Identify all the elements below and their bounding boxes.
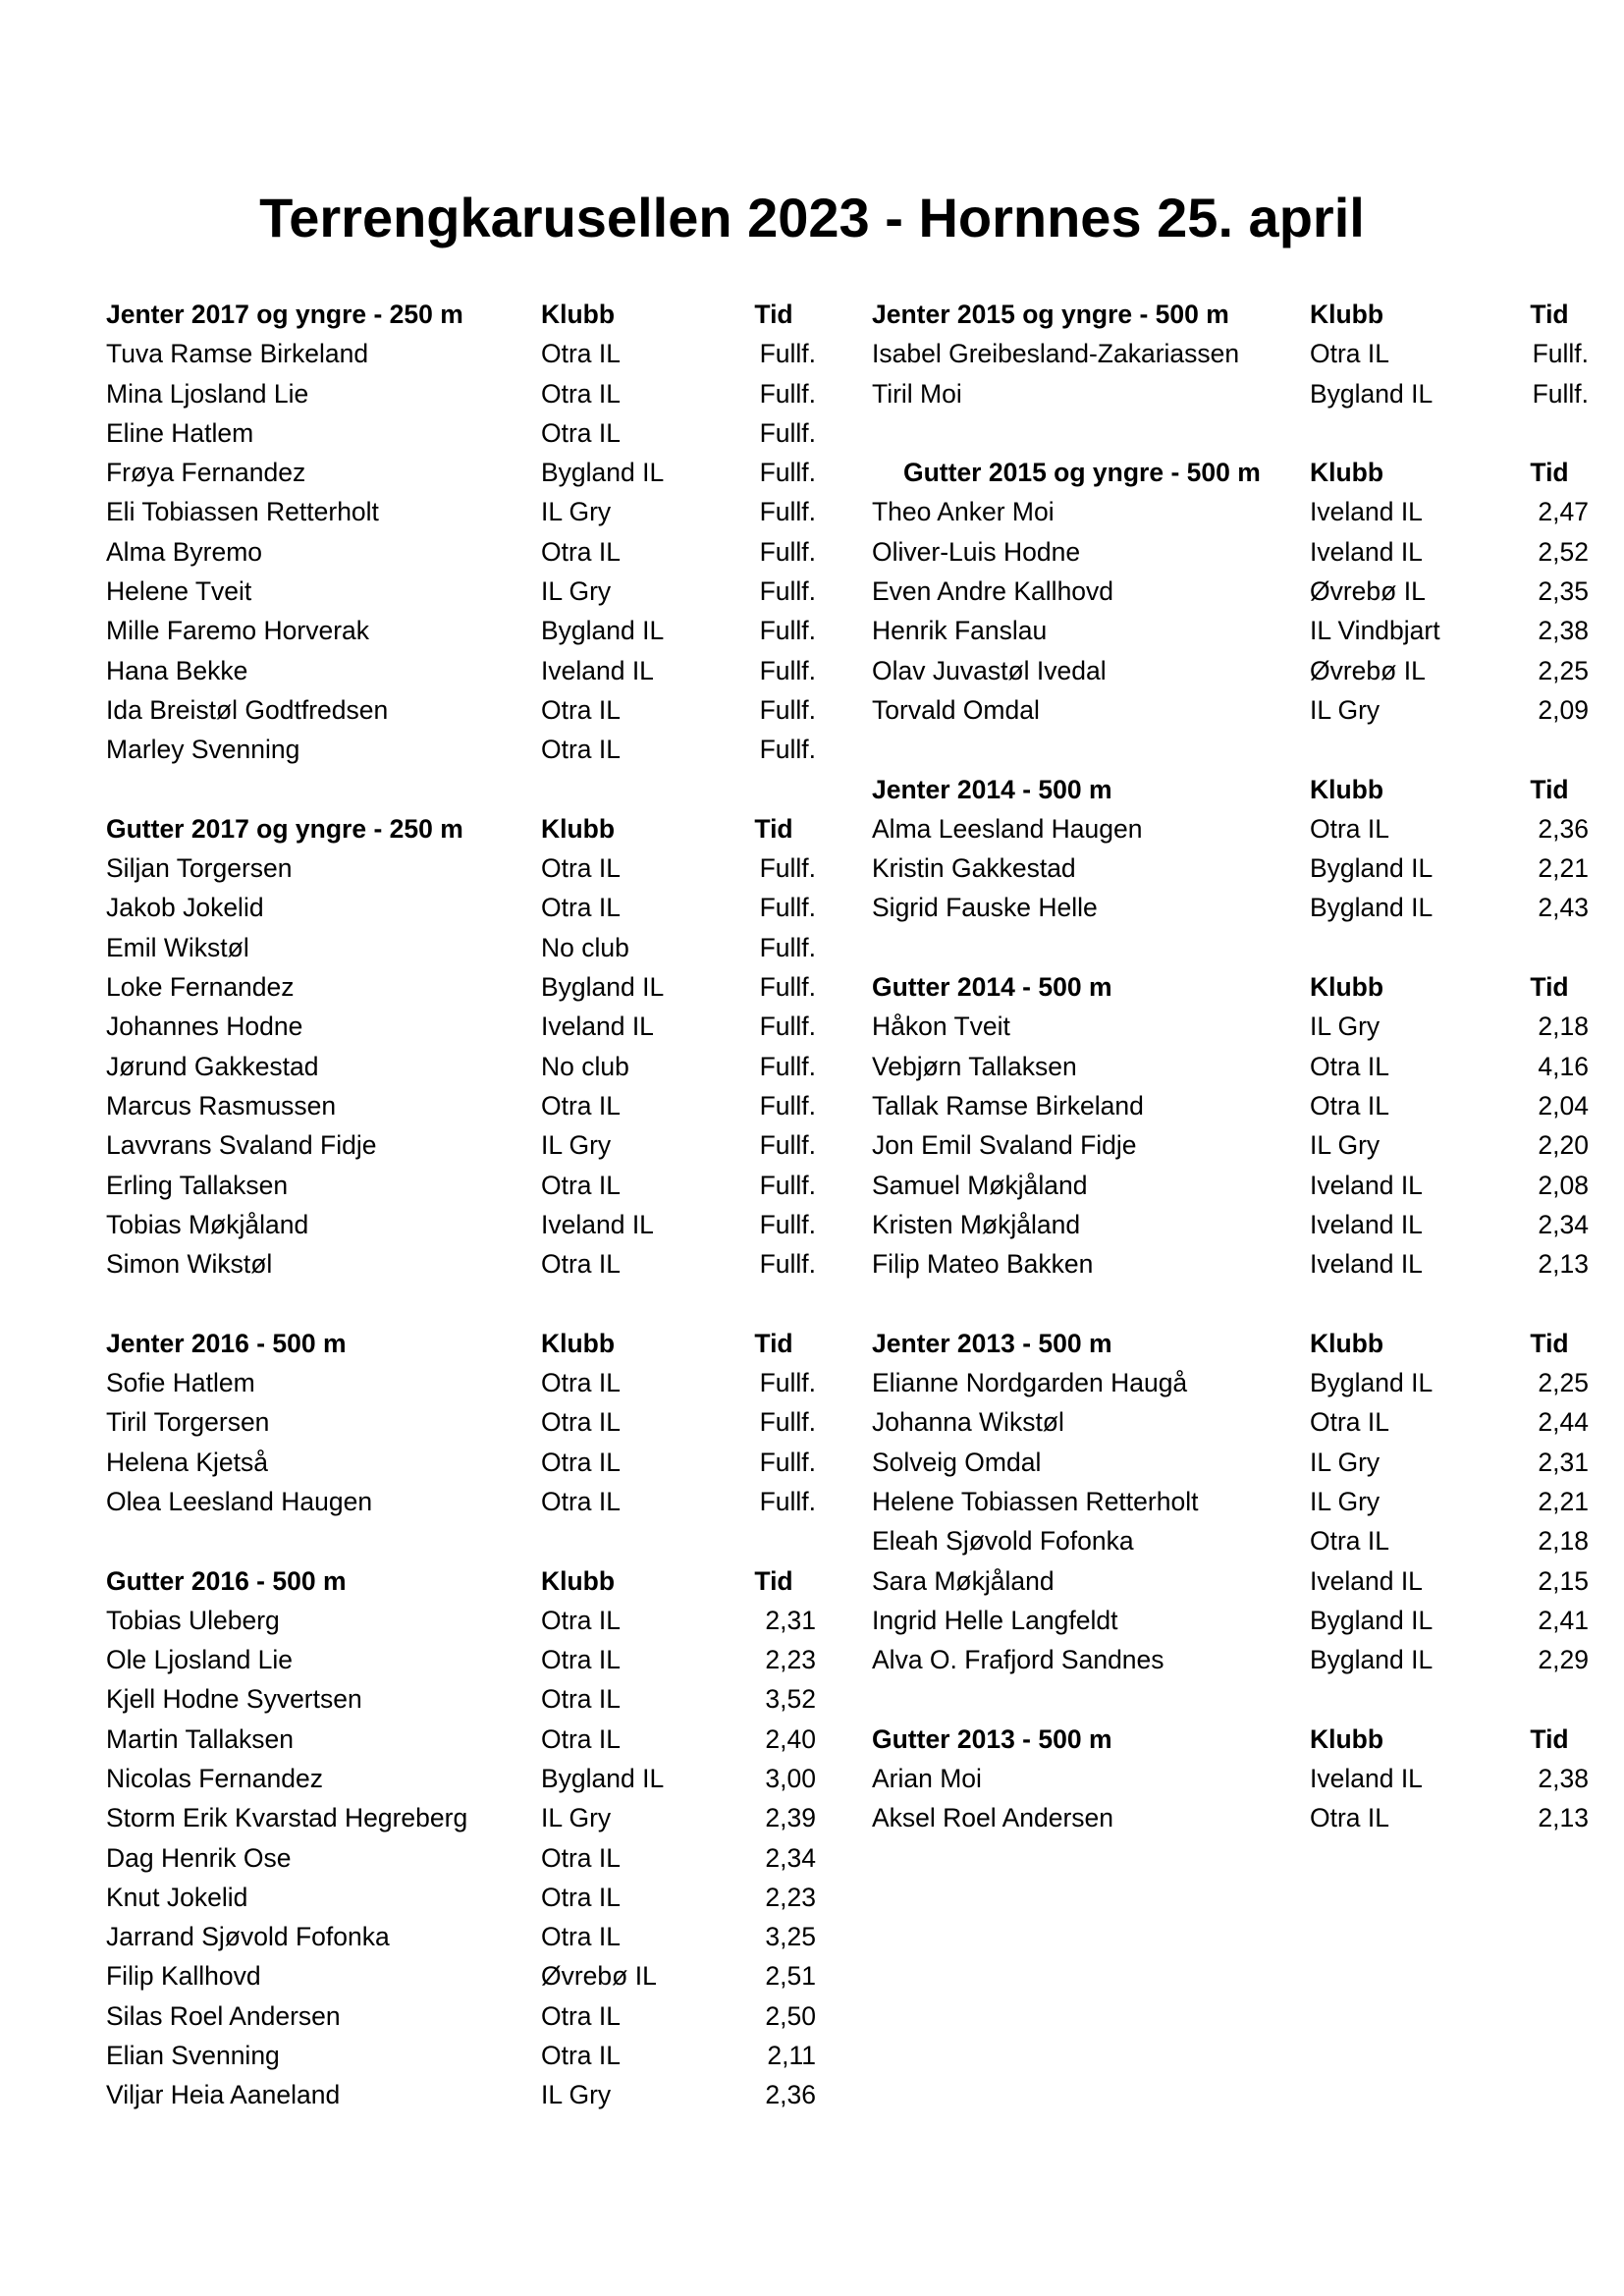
athlete-time: 2,25 <box>1538 655 1589 685</box>
athlete-club: Otra IL <box>541 378 622 409</box>
athlete-club: Otra IL <box>1310 1803 1390 1833</box>
athlete-time: Fullf. <box>759 339 816 369</box>
athlete-club: Iveland IL <box>541 1011 654 1042</box>
club-column-label: Klubb <box>1310 972 1384 1003</box>
athlete-time: 2,21 <box>1538 853 1589 884</box>
athlete-club: IL Gry <box>1310 1447 1380 1477</box>
athlete-club: IL Gry <box>541 1130 612 1161</box>
athlete-time: 2,23 <box>765 1882 816 1912</box>
time-column-label: Tid <box>754 1565 793 1596</box>
athlete-name: Kjell Hodne Syvertsen <box>106 1684 362 1715</box>
athlete-time: 2,25 <box>1538 1368 1589 1398</box>
athlete-name: Helene Tveit <box>106 576 252 607</box>
athlete-club: Otra IL <box>541 853 622 884</box>
athlete-name: Solveig Omdal <box>872 1447 1042 1477</box>
athlete-name: Johannes Hodne <box>106 1011 303 1042</box>
section-heading: Gutter 2015 og yngre - 500 m <box>903 458 1261 488</box>
athlete-time: 2,08 <box>1538 1170 1589 1200</box>
athlete-club: No club <box>541 1051 629 1081</box>
club-column-label: Klubb <box>1310 1328 1384 1358</box>
athlete-time: Fullf. <box>759 1249 816 1280</box>
athlete-time: Fullf. <box>759 853 816 884</box>
athlete-time: Fullf. <box>759 536 816 567</box>
athlete-time: Fullf. <box>759 1170 816 1200</box>
athlete-club: Otra IL <box>541 1842 622 1873</box>
athlete-club: Otra IL <box>541 1486 622 1516</box>
athlete-club: No club <box>541 932 629 962</box>
athlete-club: Iveland IL <box>1310 1763 1423 1793</box>
athlete-time: 2,36 <box>765 2080 816 2110</box>
athlete-name: Helena Kjetså <box>106 1447 268 1477</box>
athlete-name: Helene Tobiassen Retterholt <box>872 1486 1199 1516</box>
section-heading: Jenter 2015 og yngre - 500 m <box>872 300 1229 329</box>
athlete-name: Tobias Møkjåland <box>106 1209 309 1239</box>
athlete-club: IL Vindbjart <box>1310 616 1440 646</box>
athlete-club: Otra IL <box>541 1249 622 1280</box>
page-title: Terrengkarusellen 2023 - Hornnes 25. april <box>259 187 1365 248</box>
time-column-label: Tid <box>754 1328 793 1358</box>
athlete-name: Emil Wikstøl <box>106 932 249 962</box>
athlete-time: 2,23 <box>765 1645 816 1675</box>
club-column-label: Klubb <box>541 813 616 844</box>
athlete-name: Henrik Fanslau <box>872 616 1048 646</box>
athlete-time: 3,25 <box>765 1922 816 1952</box>
athlete-club: Otra IL <box>541 1605 622 1635</box>
athlete-time: Fullf. <box>759 932 816 962</box>
athlete-time: 2,38 <box>1538 616 1589 646</box>
time-column-label: Tid <box>1530 1723 1569 1754</box>
athlete-name: Alma Leesland Haugen <box>872 813 1143 844</box>
athlete-time: 2,40 <box>765 1723 816 1754</box>
athlete-club: Bygland IL <box>541 458 665 488</box>
athlete-time: Fullf. <box>759 417 816 448</box>
athlete-club: Otra IL <box>541 1684 622 1715</box>
time-column-label: Tid <box>754 300 793 329</box>
athlete-time: 2,21 <box>1538 1486 1589 1516</box>
athlete-name: Lavvrans Svaland Fidje <box>106 1130 377 1161</box>
athlete-club: Otra IL <box>541 536 622 567</box>
athlete-time: Fullf. <box>759 1447 816 1477</box>
athlete-time: 2,11 <box>767 2041 816 2071</box>
athlete-name: Elianne Nordgarden Haugå <box>872 1368 1188 1398</box>
club-column-label: Klubb <box>541 1565 616 1596</box>
athlete-name: Arian Moi <box>872 1763 982 1793</box>
athlete-club: Otra IL <box>541 735 622 765</box>
athlete-time: Fullf. <box>759 655 816 685</box>
athlete-club: IL Gry <box>1310 1011 1380 1042</box>
athlete-club: Otra IL <box>541 694 622 725</box>
athlete-time: Fullf. <box>759 1209 816 1239</box>
athlete-time: 2,18 <box>1538 1526 1589 1557</box>
athlete-time: 2,52 <box>1538 536 1589 567</box>
athlete-name: Torvald Omdal <box>872 694 1040 725</box>
athlete-name: Storm Erik Kvarstad Hegreberg <box>106 1803 468 1833</box>
athlete-club: Iveland IL <box>1310 536 1423 567</box>
athlete-name: Dag Henrik Ose <box>106 1842 292 1873</box>
athlete-name: Tuva Ramse Birkeland <box>106 339 369 369</box>
athlete-time: Fullf. <box>759 458 816 488</box>
athlete-club: Otra IL <box>541 1090 622 1121</box>
athlete-name: Filip Kallhovd <box>106 1961 261 1992</box>
athlete-club: Bygland IL <box>1310 853 1434 884</box>
athlete-name: Filip Mateo Bakken <box>872 1249 1094 1280</box>
athlete-club: IL Gry <box>541 2080 612 2110</box>
athlete-time: 2,51 <box>765 1961 816 1992</box>
athlete-time: Fullf. <box>759 497 816 527</box>
athlete-name: Marcus Rasmussen <box>106 1090 337 1121</box>
time-column-label: Tid <box>754 813 793 844</box>
athlete-name: Jakob Jokelid <box>106 893 264 923</box>
athlete-time: Fullf. <box>759 616 816 646</box>
athlete-time: Fullf. <box>759 378 816 409</box>
section-heading: Gutter 2014 - 500 m <box>872 972 1112 1003</box>
athlete-name: Tallak Ramse Birkeland <box>872 1090 1144 1121</box>
athlete-name: Isabel Greibesland-Zakariassen <box>872 339 1240 369</box>
athlete-club: Iveland IL <box>1310 497 1423 527</box>
athlete-time: 2,15 <box>1538 1565 1589 1596</box>
athlete-time: 2,13 <box>1538 1249 1589 1280</box>
athlete-club: Otra IL <box>541 1170 622 1200</box>
athlete-club: Bygland IL <box>541 616 665 646</box>
athlete-name: Marley Svenning <box>106 735 300 765</box>
athlete-time: 2,20 <box>1538 1130 1589 1161</box>
athlete-club: Iveland IL <box>541 655 654 685</box>
athlete-time: Fullf. <box>759 1368 816 1398</box>
athlete-time: 4,16 <box>1538 1051 1589 1081</box>
athlete-time: Fullf. <box>1532 378 1589 409</box>
athlete-name: Håkon Tveit <box>872 1011 1010 1042</box>
athlete-club: Otra IL <box>541 2041 622 2071</box>
athlete-name: Knut Jokelid <box>106 1882 248 1912</box>
section-heading: Gutter 2013 - 500 m <box>872 1723 1112 1754</box>
athlete-name: Kristen Møkjåland <box>872 1209 1081 1239</box>
athlete-name: Jørund Gakkestad <box>106 1051 319 1081</box>
athlete-club: Otra IL <box>541 417 622 448</box>
athlete-time: Fullf. <box>759 1051 816 1081</box>
athlete-name: Hana Bekke <box>106 655 248 685</box>
athlete-name: Ida Breistøl Godtfredsen <box>106 694 389 725</box>
athlete-name: Loke Fernandez <box>106 972 295 1003</box>
athlete-name: Sara Møkjåland <box>872 1565 1055 1596</box>
section-heading: Gutter 2016 - 500 m <box>106 1565 347 1596</box>
club-column-label: Klubb <box>1310 300 1384 329</box>
athlete-name: Kristin Gakkestad <box>872 853 1076 884</box>
athlete-time: Fullf. <box>759 1130 816 1161</box>
athlete-name: Theo Anker Moi <box>872 497 1055 527</box>
athlete-name: Jon Emil Svaland Fidje <box>872 1130 1137 1161</box>
athlete-name: Vebjørn Tallaksen <box>872 1051 1077 1081</box>
athlete-name: Even Andre Kallhovd <box>872 576 1114 607</box>
athlete-club: Otra IL <box>541 339 622 369</box>
athlete-name: Nicolas Fernandez <box>106 1763 323 1793</box>
club-column-label: Klubb <box>541 300 616 329</box>
athlete-time: Fullf. <box>759 576 816 607</box>
athlete-name: Alma Byremo <box>106 536 263 567</box>
athlete-time: 2,34 <box>1538 1209 1589 1239</box>
athlete-time: 2,41 <box>1538 1605 1589 1635</box>
athlete-club: Øvrebø IL <box>1310 576 1426 607</box>
athlete-club: Otra IL <box>1310 1407 1390 1438</box>
athlete-club: Otra IL <box>541 893 622 923</box>
athlete-club: Otra IL <box>1310 1526 1390 1557</box>
athlete-name: Mille Faremo Horverak <box>106 616 370 646</box>
athlete-club: Otra IL <box>541 1882 622 1912</box>
athlete-club: Bygland IL <box>541 972 665 1003</box>
athlete-name: Martin Tallaksen <box>106 1723 294 1754</box>
athlete-name: Elian Svenning <box>106 2041 280 2071</box>
athlete-club: Otra IL <box>1310 339 1390 369</box>
time-column-label: Tid <box>1530 972 1569 1003</box>
athlete-name: Tiril Moi <box>872 378 962 409</box>
athlete-club: Øvrebø IL <box>1310 655 1426 685</box>
section-heading: Jenter 2014 - 500 m <box>872 774 1112 804</box>
athlete-time: Fullf. <box>759 694 816 725</box>
athlete-name: Silas Roel Andersen <box>106 2000 341 2031</box>
athlete-club: Otra IL <box>541 1447 622 1477</box>
athlete-time: 2,29 <box>1538 1645 1589 1675</box>
athlete-club: Otra IL <box>541 1407 622 1438</box>
section-heading: Gutter 2017 og yngre - 250 m <box>106 813 463 844</box>
athlete-club: Bygland IL <box>1310 1645 1434 1675</box>
athlete-club: Bygland IL <box>1310 1605 1434 1635</box>
athlete-name: Ingrid Helle Langfeldt <box>872 1605 1118 1635</box>
athlete-time: 2,31 <box>765 1605 816 1635</box>
athlete-name: Sigrid Fauske Helle <box>872 893 1098 923</box>
athlete-name: Siljan Torgersen <box>106 853 293 884</box>
athlete-name: Eleah Sjøvold Fofonka <box>872 1526 1134 1557</box>
athlete-time: 2,35 <box>1538 576 1589 607</box>
athlete-club: Bygland IL <box>1310 1368 1434 1398</box>
athlete-club: Iveland IL <box>541 1209 654 1239</box>
athlete-time: 2,09 <box>1538 694 1589 725</box>
athlete-club: Iveland IL <box>1310 1249 1423 1280</box>
athlete-name: Jarrand Sjøvold Fofonka <box>106 1922 390 1952</box>
athlete-club: IL Gry <box>541 1803 612 1833</box>
athlete-club: Iveland IL <box>1310 1565 1423 1596</box>
athlete-time: 2,34 <box>765 1842 816 1873</box>
athlete-time: 2,13 <box>1538 1803 1589 1833</box>
section-heading: Jenter 2016 - 500 m <box>106 1328 347 1358</box>
athlete-club: Iveland IL <box>1310 1170 1423 1200</box>
athlete-name: Alva O. Frafjord Sandnes <box>872 1645 1164 1675</box>
athlete-name: Simon Wikstøl <box>106 1249 273 1280</box>
athlete-name: Frøya Fernandez <box>106 458 306 488</box>
athlete-time: 2,36 <box>1538 813 1589 844</box>
athlete-time: Fullf. <box>759 972 816 1003</box>
athlete-name: Samuel Møkjåland <box>872 1170 1088 1200</box>
athlete-name: Viljar Heia Aaneland <box>106 2080 341 2110</box>
athlete-club: Bygland IL <box>1310 893 1434 923</box>
club-column-label: Klubb <box>541 1328 616 1358</box>
club-column-label: Klubb <box>1310 1723 1384 1754</box>
athlete-club: Otra IL <box>541 1368 622 1398</box>
athlete-club: Otra IL <box>1310 813 1390 844</box>
athlete-time: 2,38 <box>1538 1763 1589 1793</box>
athlete-club: Bygland IL <box>541 1763 665 1793</box>
athlete-time: Fullf. <box>759 1407 816 1438</box>
athlete-club: IL Gry <box>541 497 612 527</box>
athlete-time: 2,44 <box>1538 1407 1589 1438</box>
section-heading: Jenter 2013 - 500 m <box>872 1328 1112 1358</box>
athlete-time: 3,00 <box>765 1763 816 1793</box>
athlete-club: IL Gry <box>1310 694 1380 725</box>
athlete-time: Fullf. <box>759 1090 816 1121</box>
athlete-club: Otra IL <box>541 1723 622 1754</box>
athlete-time: Fullf. <box>1532 339 1589 369</box>
athlete-time: 2,18 <box>1538 1011 1589 1042</box>
athlete-club: IL Gry <box>1310 1486 1380 1516</box>
athlete-time: 2,43 <box>1538 893 1589 923</box>
athlete-club: Bygland IL <box>1310 378 1434 409</box>
athlete-club: IL Gry <box>541 576 612 607</box>
athlete-name: Eline Hatlem <box>106 417 254 448</box>
athlete-time: 2,47 <box>1538 497 1589 527</box>
time-column-label: Tid <box>1530 300 1569 329</box>
athlete-name: Olav Juvastøl Ivedal <box>872 655 1107 685</box>
athlete-name: Sofie Hatlem <box>106 1368 255 1398</box>
athlete-time: Fullf. <box>759 893 816 923</box>
athlete-club: Øvrebø IL <box>541 1961 657 1992</box>
athlete-time: Fullf. <box>759 1011 816 1042</box>
athlete-time: 2,50 <box>765 2000 816 2031</box>
athlete-time: 2,04 <box>1538 1090 1589 1121</box>
time-column-label: Tid <box>1530 458 1569 488</box>
athlete-name: Oliver-Luis Hodne <box>872 536 1081 567</box>
time-column-label: Tid <box>1530 774 1569 804</box>
athlete-name: Tobias Uleberg <box>106 1605 280 1635</box>
athlete-name: Tiril Torgersen <box>106 1407 270 1438</box>
athlete-time: Fullf. <box>759 735 816 765</box>
athlete-name: Aksel Roel Andersen <box>872 1803 1114 1833</box>
athlete-club: Otra IL <box>541 2000 622 2031</box>
club-column-label: Klubb <box>1310 458 1384 488</box>
athlete-name: Eli Tobiassen Retterholt <box>106 497 379 527</box>
athlete-name: Ole Ljosland Lie <box>106 1645 294 1675</box>
club-column-label: Klubb <box>1310 774 1384 804</box>
section-heading: Jenter 2017 og yngre - 250 m <box>106 300 463 329</box>
athlete-time: Fullf. <box>759 1486 816 1516</box>
athlete-club: Otra IL <box>1310 1090 1390 1121</box>
athlete-time: 3,52 <box>765 1684 816 1715</box>
athlete-club: IL Gry <box>1310 1130 1380 1161</box>
athlete-name: Johanna Wikstøl <box>872 1407 1064 1438</box>
time-column-label: Tid <box>1530 1328 1569 1358</box>
athlete-name: Mina Ljosland Lie <box>106 378 309 409</box>
athlete-name: Olea Leesland Haugen <box>106 1486 373 1516</box>
athlete-club: Iveland IL <box>1310 1209 1423 1239</box>
athlete-club: Otra IL <box>541 1645 622 1675</box>
athlete-club: Otra IL <box>1310 1051 1390 1081</box>
athlete-name: Erling Tallaksen <box>106 1170 289 1200</box>
athlete-time: 2,39 <box>765 1803 816 1833</box>
athlete-club: Otra IL <box>541 1922 622 1952</box>
athlete-time: 2,31 <box>1538 1447 1589 1477</box>
